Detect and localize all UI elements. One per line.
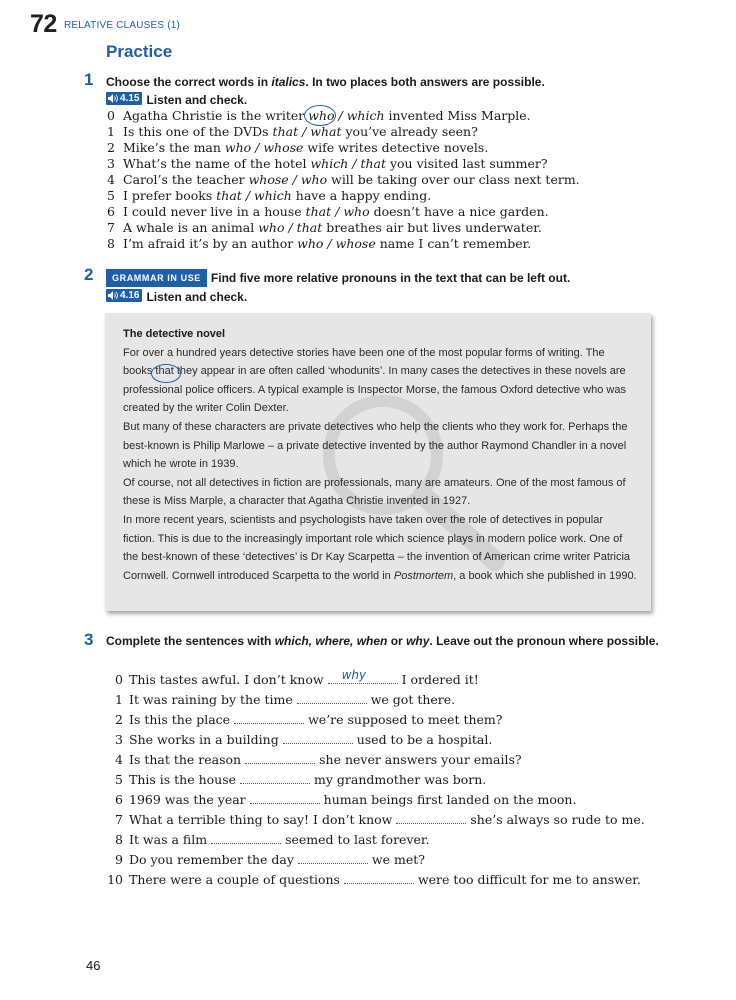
- answer-blank[interactable]: [245, 752, 315, 764]
- exercise-3-item: [107, 812, 687, 832]
- option-a[interactable]: whose: [248, 172, 289, 187]
- audio-track-4-15[interactable]: 4.15: [106, 92, 142, 105]
- item-text: What’s the name of the hotel which / that you visited last summer?: [123, 156, 548, 171]
- option-a[interactable]: that: [216, 188, 242, 203]
- answer-blank[interactable]: [240, 772, 310, 784]
- speaker-icon: [108, 291, 118, 300]
- answer-blank[interactable]: [234, 712, 304, 724]
- item-text: Mike’s the man who / whose wife writes detective novels.: [123, 140, 489, 155]
- exercise-3-item: [107, 668, 687, 692]
- exercise-3-item: [107, 872, 687, 892]
- item-text: What a terrible thing to say! I don’t know she’s always so rude to me.: [129, 812, 645, 827]
- exercise-3-item: [107, 692, 687, 712]
- exercise-3-item: [107, 792, 687, 812]
- item-text: This is the house my grandmother was born.: [129, 772, 487, 787]
- item-text: She works in a building used to be a hospital.: [129, 732, 493, 747]
- item-text: Is this one of the DVDs that / what you’ve already seen?: [123, 124, 478, 139]
- item-number: 1: [115, 692, 123, 707]
- exercise-1-item: [107, 236, 667, 252]
- item-number: 5: [107, 188, 115, 203]
- exercise-1-item: [107, 108, 667, 124]
- item-number: 2: [107, 140, 115, 155]
- answer-blank[interactable]: [298, 852, 368, 864]
- exercise-1-item: [107, 204, 667, 220]
- item-number: 0: [107, 108, 115, 123]
- item-text: I could never live in a house that / who doesn’t have a nice garden.: [123, 204, 549, 219]
- answer-blank[interactable]: [344, 872, 414, 884]
- exercise-1-instruction: Choose the correct words in italics. In two places both answers are possible. 4.15 Listen and check.: [106, 75, 545, 107]
- exercise-1-item: [107, 156, 667, 172]
- item-text: Is that the reason she never answers your emails?: [129, 752, 522, 767]
- reading-text: [123, 325, 637, 585]
- item-text: I’m afraid it’s by an author who / whose name I can’t remember.: [123, 236, 532, 251]
- section-title: Practice: [106, 42, 173, 61]
- option-b[interactable]: which: [254, 188, 292, 203]
- exercise-1-item: [107, 140, 667, 156]
- speaker-icon: [108, 94, 118, 103]
- answer-blank[interactable]: [328, 668, 398, 684]
- item-text: There were a couple of questions were too difficult for me to answer.: [129, 872, 641, 887]
- item-text: Is this the place we’re supposed to meet them?: [129, 712, 503, 727]
- option-b[interactable]: which: [346, 108, 385, 123]
- item-text: Carol’s the teacher whose / who will be taking over our class next term.: [123, 172, 580, 187]
- item-number: 3: [107, 156, 115, 171]
- audio-track-4-16[interactable]: 4.16: [106, 289, 142, 302]
- option-b[interactable]: whose: [335, 236, 376, 251]
- paragraph-2: But many of these characters are private detectives who help the clients who they work for. Perhaps the best-known is Philip Marlowe – a private detective invented by the author Raymond Chandler in a novel which he wrote in 1939.: [123, 420, 628, 471]
- option-a[interactable]: who: [297, 236, 324, 251]
- item-text: I prefer books that / which have a happy ending.: [123, 188, 432, 203]
- item-number: 8: [107, 236, 115, 251]
- exercise-3-item: [107, 832, 687, 852]
- option-a[interactable]: who: [308, 108, 334, 123]
- item-text: 1969 was the year human beings first landed on the moon.: [129, 792, 577, 807]
- option-b[interactable]: whose: [263, 140, 304, 155]
- option-b[interactable]: that: [360, 156, 386, 171]
- item-number: 6: [107, 204, 115, 219]
- item-number: 2: [115, 712, 123, 727]
- exercise-2-number: 2: [84, 265, 94, 284]
- item-text: It was raining by the time we got there.: [129, 692, 456, 707]
- exercise-3-item: [107, 732, 687, 752]
- exercise-3-item: [107, 852, 687, 872]
- paragraph-3: Of course, not all detectives in fiction are professionals, many are amateurs. One of the most famous of these is Miss Marple, a character that Agatha Christie invented in 1927.: [123, 476, 626, 508]
- paragraph-1: For over a hundred years detective stories have been one of the most popular forms of writing. The books that they appear in are often called ‘whodunits’. In many cases the detectives in these novels are professional police officers. A typical example is Inspector Morse, the famous Oxford detective who was created by the writer Colin Dexter.: [123, 346, 626, 415]
- option-a[interactable]: that: [272, 124, 299, 139]
- item-number: 3: [115, 732, 123, 747]
- item-number: 1: [107, 124, 115, 139]
- option-a[interactable]: that: [305, 204, 332, 219]
- answer-blank[interactable]: [250, 792, 320, 804]
- item-number: 10: [107, 872, 123, 887]
- exercise-3-item: [107, 772, 687, 792]
- item-text: Do you remember the day we met?: [129, 852, 425, 867]
- option-a[interactable]: which: [310, 156, 349, 171]
- option-a[interactable]: who: [224, 140, 252, 155]
- item-number: 6: [115, 792, 123, 807]
- exercise-1-item: [107, 172, 667, 188]
- unit-title: RELATIVE CLAUSES (1): [64, 20, 181, 31]
- item-number: 5: [115, 772, 123, 787]
- exercise-1-list: [107, 108, 667, 252]
- item-text: Agatha Christie is the writer who / which invented Miss Marple.: [123, 108, 531, 124]
- exercise-2-instruction: GRAMMAR IN USE Find five more relative pronouns in the text that can be left out. 4.16 Listen and check.: [106, 269, 706, 305]
- handwritten-answer: why: [341, 668, 367, 682]
- answer-blank[interactable]: [283, 732, 353, 744]
- answer-blank[interactable]: [211, 832, 281, 844]
- page-number: 46: [86, 958, 101, 973]
- grammar-in-use-tag: GRAMMAR IN USE: [106, 269, 207, 287]
- item-number: 4: [115, 752, 123, 767]
- listen-and-check: Listen and check.: [146, 93, 248, 107]
- item-number: 7: [115, 812, 123, 827]
- exercise-3-instruction: Complete the sentences with which, where, when or why. Leave out the pronoun where possible.: [106, 634, 659, 648]
- exercise-1-item: [107, 124, 667, 140]
- exercise-1-item: [107, 220, 667, 236]
- exercise-1-item: [107, 188, 667, 204]
- option-b[interactable]: who: [343, 204, 370, 219]
- item-number: 7: [107, 220, 115, 235]
- exercise-3-item: [107, 712, 687, 732]
- item-text: This tastes awful. I don’t know why I ordered it!: [129, 668, 479, 687]
- text-title: The detective novel: [123, 328, 226, 340]
- listen-and-check: Listen and check.: [146, 290, 248, 304]
- reading-text-box: [105, 313, 651, 611]
- exercise-1-number: 1: [84, 70, 94, 89]
- item-text: A whale is an animal who / that breathes air but lives underwater.: [123, 220, 542, 235]
- paragraph-4: In more recent years, scientists and psychologists have taken over the role of detectives in popular fiction. This is due to the increasingly important role which science plays in modern police work. One of the best-known of these ‘detectives’ is Dr Kay Scarpetta – the invention of American crime writer Patricia Cornwell. Cornwell introduced Scarpetta to the world in Postmortem, a book which she published in 1990.: [123, 513, 637, 582]
- exercise-3-item: [107, 752, 687, 772]
- answer-blank[interactable]: [297, 692, 367, 704]
- circled-example: that: [155, 365, 173, 377]
- option-b[interactable]: that: [296, 220, 323, 235]
- exercise-3-list: [107, 668, 687, 892]
- option-b[interactable]: what: [310, 124, 342, 139]
- answer-blank[interactable]: [396, 812, 466, 824]
- item-number: 8: [115, 832, 123, 847]
- unit-number: 72: [30, 10, 57, 38]
- item-text: It was a film seemed to last forever.: [129, 832, 430, 847]
- item-number: 4: [107, 172, 115, 187]
- item-number: 9: [115, 852, 123, 867]
- item-number: 0: [115, 672, 123, 687]
- option-a[interactable]: who: [258, 220, 285, 235]
- option-b[interactable]: who: [300, 172, 328, 187]
- exercise-3-number: 3: [84, 630, 94, 649]
